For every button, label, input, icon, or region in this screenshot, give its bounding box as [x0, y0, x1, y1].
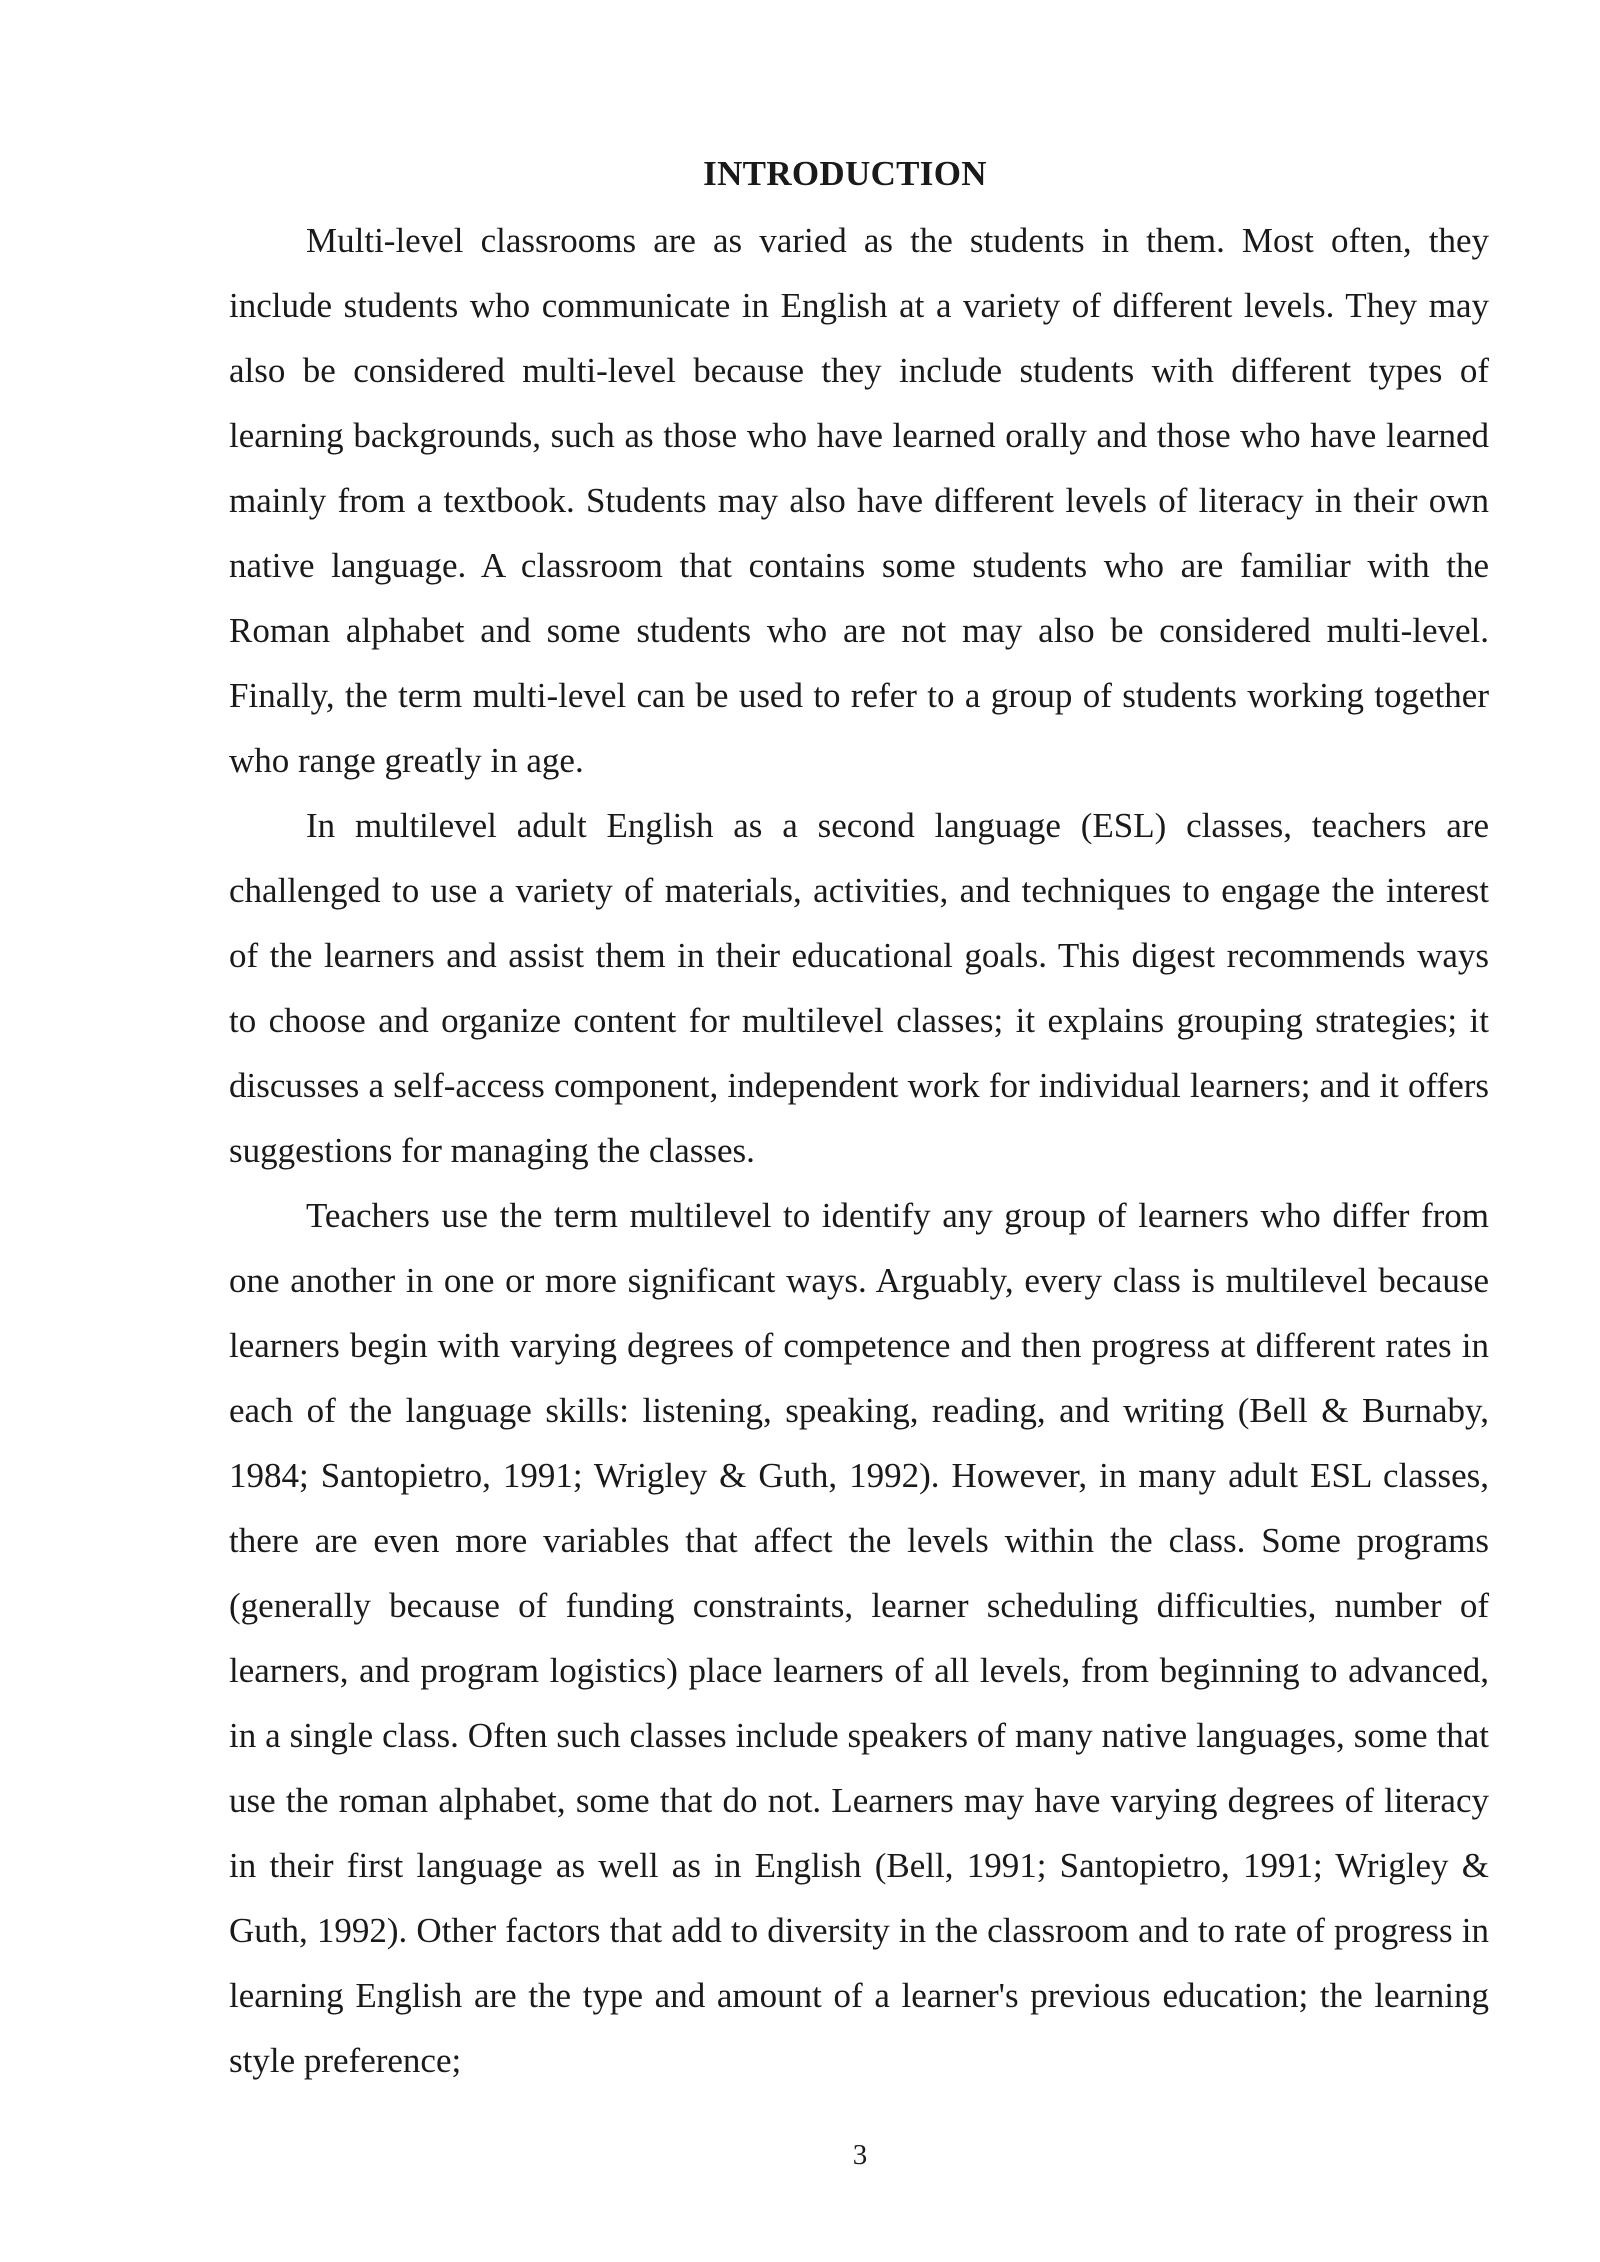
paragraph-1: Multi-level classrooms are as varied as the students in them. Most often, they include students who communicate in English at a variety of different levels. They may also be considered multi-level because they include students with different types of learning backgrounds, such as those who have learned orally and those who have learned mainly from a textbook. Students may also have different levels of literacy in their own native language. A classroom that contains some students who are familiar with the Roman alphabet and some students who are not may also be considered multi-level. Finally, the term multi-level can be used to refer to a group of students working together who range greatly in age.: [229, 221, 1489, 780]
section-title: INTRODUCTION: [703, 154, 987, 193]
paragraph-3: Teachers use the term multilevel to identify any group of learners who differ from one another in one or more significant ways. Arguably, every class is multilevel because learners begin with varying degrees of competence and then progress at different rates in each of the language skills: listening, speaking, reading, and writing (Bell & Burnaby, 1984; Santopietro, 1991; Wrigley & Guth, 1992). However, in many adult ESL classes, there are even more variables that affect the levels within the class. Some programs (generally because of funding constraints, learner scheduling difficulties, number of learners, and program logistics) place learners of all levels, from beginning to advanced, in a single class. Often such classes include speakers of many native languages, some that use the roman alphabet, some that do not. Learners may have varying degrees of literacy in their first language as well as in English (Bell, 1991; Santopietro, 1991; Wrigley & Guth, 1992). Other factors that add to diversity in the classroom and to rate of progress in learning English are the type and amount of a learner's previous education; the learning style preference;: [229, 1196, 1489, 2080]
page-number: 3: [852, 2139, 868, 2171]
body-text: [229, 208, 1489, 2093]
paragraph-2: In multilevel adult English as a second language (ESL) classes, teachers are challenged to use a variety of materials, activities, and techniques to engage the interest of the learners and assist them in their educational goals. This digest recommends ways to choose and organize content for multilevel classes; it explains grouping strategies; it discusses a self-access component, independent work for individual learners; and it offers suggestions for managing the classes.: [229, 806, 1489, 1170]
